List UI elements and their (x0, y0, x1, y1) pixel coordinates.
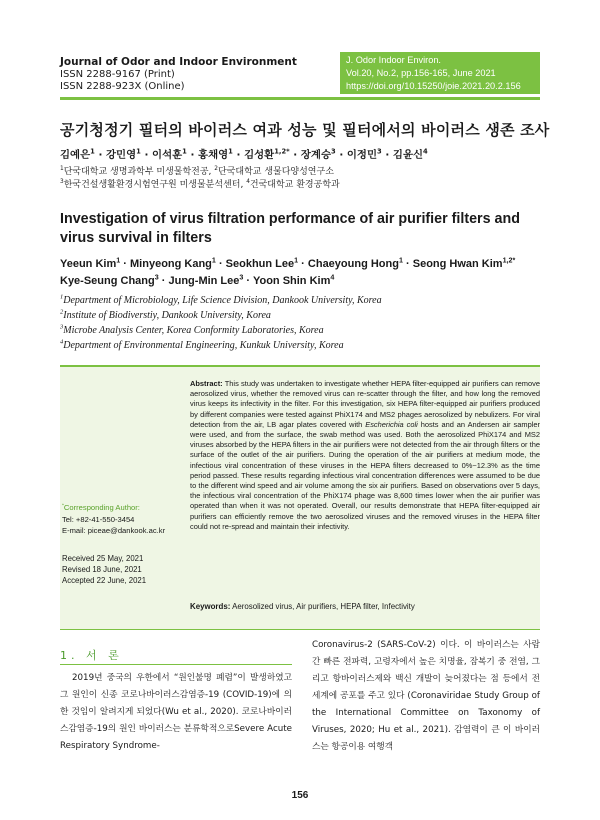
affil-sup: 1 (60, 166, 64, 172)
affil-sup: 1 (60, 293, 64, 301)
affil-text: Microbe Analysis Center, Korea Conformity Laboratories, Korea (63, 325, 324, 336)
body-paragraph: Coronavirus-2 (SARS-CoV-2) 이다. 이 바이러스는 사람 간 빠른 전파력, 고령자에서 높은 치명율, 잠복기 중 전염, 그리고 항바이러스제와 백신 개발이 늦어졌다는 점 등에서 전 세계에 공포를 주고 있다 (Coronaviridae Study Group of the International Committee on Taxonomy of Viruses, 2020; Hu et al., 2021). 감염력이 큰 이 바이러스는 항공이용 여행객 (312, 640, 540, 752)
author-ko: 김예은 (60, 149, 91, 161)
citation-doi[interactable]: https://doi.org/10.15250/joie.2021.20.2.156 (346, 81, 521, 91)
affiliation-ko-line (60, 179, 340, 192)
authors-en-line: Kye-Seung Chang$^3$ · Jung-Min Lee$^3$ · Yoon Shin Kim$^4$ (60, 273, 335, 287)
article-dates (62, 553, 146, 586)
authors-english (60, 256, 540, 290)
affil-sup: 2 (60, 308, 64, 316)
authors-korean: 김예은$^1$ · 강민영$^1$ · 이석훈$^1$ · 홍채영$^1$ · 김성환$^{1,2*}$ · 장계승$^3$ · 이정민$^3$ · 김윤신$^4$ (60, 147, 428, 161)
abstract-top-rule (60, 365, 540, 367)
journal-name: Journal of Odor and Indoor Environment (60, 56, 297, 68)
author-en: Chaeyoung Hong (307, 258, 399, 270)
author-sup: 4 (423, 147, 428, 156)
affil-text: 단국대학교 생물다양성연구소 (218, 167, 334, 177)
corr-sup: * (62, 503, 64, 509)
affil-text: Institute of Biodiverstiy, Dankook University, Korea (63, 310, 271, 321)
authors-en-line: Yeeun Kim$^1$ · Minyeong Kang$^1$ · Seokhun Lee$^1$ · Chaeyoung Hong$^1$ · Seong Hwan Kim$^{1,2*}$ (60, 256, 516, 270)
affil-text: 단국대학교 생명과학부 미생물학전공, (63, 167, 215, 177)
section-rule (60, 664, 292, 665)
affiliation-en (60, 323, 540, 338)
author-ko: 김성환 (244, 149, 275, 161)
citation-volume: Vol.20, No.2, pp.156-165, June 2021 (346, 68, 496, 78)
body-column-left (60, 670, 292, 755)
abstract (190, 379, 540, 532)
author-sup: 4 (330, 273, 335, 282)
author-sup: 1 (116, 256, 121, 265)
affil-text: Department of Microbiology, Life Science Division, Dankook University, Korea (63, 295, 382, 306)
date-revised: Revised 18 June, 2021 (62, 565, 142, 574)
title-english: Investigation of virus filtration performance of air purifier filters and virus survival in filters (60, 211, 520, 246)
author-sup: 1,2* (502, 256, 516, 265)
author-en: Jung-Min Lee (168, 275, 240, 287)
abstract-text-part: hosts and an Andersen air sampler were used, and from the surface, the swab method was used. Both the aerosolized PhiX174 and MS2 viruses absorbed by the HEPA filters in the air purifiers were not detected from the air through filters or the surface of the outlet of the air purifiers. During the operation of the air purifiers at medium mode, the infectious viral concentration of these viruses in the HEPA filters decreased to 0%~12.3% as the time period passed. These results regarding infectious viral concentration differences were assumed to be due to the different wind speed and air volume among the six air purifiers. Based on observations over 5 days, the infectious viral concentration of the PhiX174 phage was 8,600 times lower when the air purifier was operated than when it was not operated. Overall, our results demonstrate that HEPA filter-equipped air purifiers can efficiently remove the two aerosolized viruses and the removed viruses in the HEPA filter could not re-spread and maintain their infectivity. (190, 419, 541, 531)
author-ko: 이석훈 (152, 149, 183, 161)
corresponding-author (62, 502, 165, 537)
issn-print: ISSN 2288-9167 (Print) (60, 68, 175, 80)
affil-sup: 3 (60, 179, 64, 185)
affiliation-en (60, 293, 540, 308)
author-en: Kye-Seung Chang (60, 275, 155, 287)
corr-heading-text: Corresponding Author: (63, 503, 140, 512)
title-korean: 공기청정기 필터의 바이러스 여과 성능 및 필터에서의 바이러스 생존 조사 (60, 121, 550, 139)
page-number: 156 (291, 790, 309, 801)
author-en: Seokhun Lee (225, 258, 295, 270)
date-received: Received 25 May, 2021 (62, 554, 144, 563)
keywords (190, 602, 540, 611)
author-en: Yeeun Kim (60, 258, 117, 270)
author-sup: 1 (294, 256, 299, 265)
abstract-label: Abstract: (190, 379, 223, 388)
abstract-bottom-rule (60, 629, 540, 630)
author-sup: 1 (228, 147, 233, 156)
keywords-label: Keywords: (190, 602, 231, 611)
citation-abbrev: J. Odor Indoor Environ. (346, 55, 441, 65)
author-sup: 1 (90, 147, 95, 156)
keywords-text: Aerosolized virus, Air purifiers, HEPA filter, Infectivity (230, 602, 415, 611)
affiliation-en (60, 308, 540, 323)
author-en: Minyeong Kang (130, 258, 212, 270)
abstract-organism: Escherichia coli (365, 419, 418, 429)
author-ko: 강민영 (106, 149, 137, 161)
body-column-right (312, 637, 540, 756)
affiliations-english (60, 293, 540, 353)
author-sup: 3 (154, 273, 159, 282)
author-ko: 홍채영 (198, 149, 229, 161)
author-sup: 1 (398, 256, 403, 265)
corresponding-email[interactable]: E-mail: piceae@dankook.ac.kr (62, 526, 166, 535)
author-ko: 이정민 (346, 149, 378, 161)
issn-online: ISSN 2288-923X (Online) (60, 81, 185, 92)
header-rule (60, 97, 540, 100)
date-accepted: Accepted 22 June, 2021 (62, 576, 147, 585)
body-paragraph: 2019년 중국의 우한에서 “원인불명 폐렴”이 발생하였고 그 원인이 신종 코로나바이러스감염증-19 (COVID-19)에 의한 것임이 알려지게 되었다(Wu et al., 2020). 코로나바이러스감염증-19의 원인 바이러스는 분류학적으로Severe Acute Respiratory Syndrome- (60, 673, 292, 751)
author-sup: 1 (136, 147, 141, 156)
section-heading: 1. 서 론 (60, 649, 123, 662)
author-sup: 3 (239, 273, 244, 282)
affil-sup: 2 (214, 166, 218, 172)
author-sup: 1 (211, 256, 216, 265)
affil-sup: 4 (246, 179, 250, 185)
affil-text: 한국건설생활환경시험연구원 미생물분석센터, (63, 180, 247, 190)
author-sup: 3 (377, 147, 382, 156)
affiliation-en (60, 338, 540, 353)
journal-info (60, 56, 297, 94)
corresponding-tel: Tel: +82-41-550-3454 (62, 514, 135, 524)
affiliation-ko-line (60, 166, 340, 179)
author-en: Yoon Shin Kim (252, 275, 331, 287)
affil-sup: 4 (60, 338, 64, 346)
affil-text: Department of Environmental Engineering, Kunkuk University, Korea (63, 340, 344, 351)
citation-box (340, 52, 540, 94)
author-en: Seong Hwan Kim (412, 258, 503, 270)
affiliations-korean (60, 166, 340, 192)
author-ko: 김윤신 (392, 149, 424, 161)
author-ko: 장계승 (300, 149, 331, 161)
corresponding-heading (62, 502, 165, 514)
affil-sup: 3 (60, 323, 64, 331)
abstract-box (60, 365, 540, 630)
author-sup: 1 (182, 147, 187, 156)
affil-text: 건국대학교 환경공학과 (249, 180, 340, 190)
author-sup: 1,2* (274, 147, 290, 156)
author-sup: 3 (331, 147, 336, 156)
abstract-text-part: This study was undertaken to investigate whether HEPA filter-equipped air purifiers can remove aerosolized virus, whether the removed virus can re-scatter through the filter, and how long the removed virus keeps its infectivity in the filter. For this investigation, six HEPA filter-equipped air purifiers produced by different companies were tested against PhiX174 and MS2 phages aerosolized by nebulizers. For viral detection from the air, LB agar plates covered with (190, 379, 540, 429)
